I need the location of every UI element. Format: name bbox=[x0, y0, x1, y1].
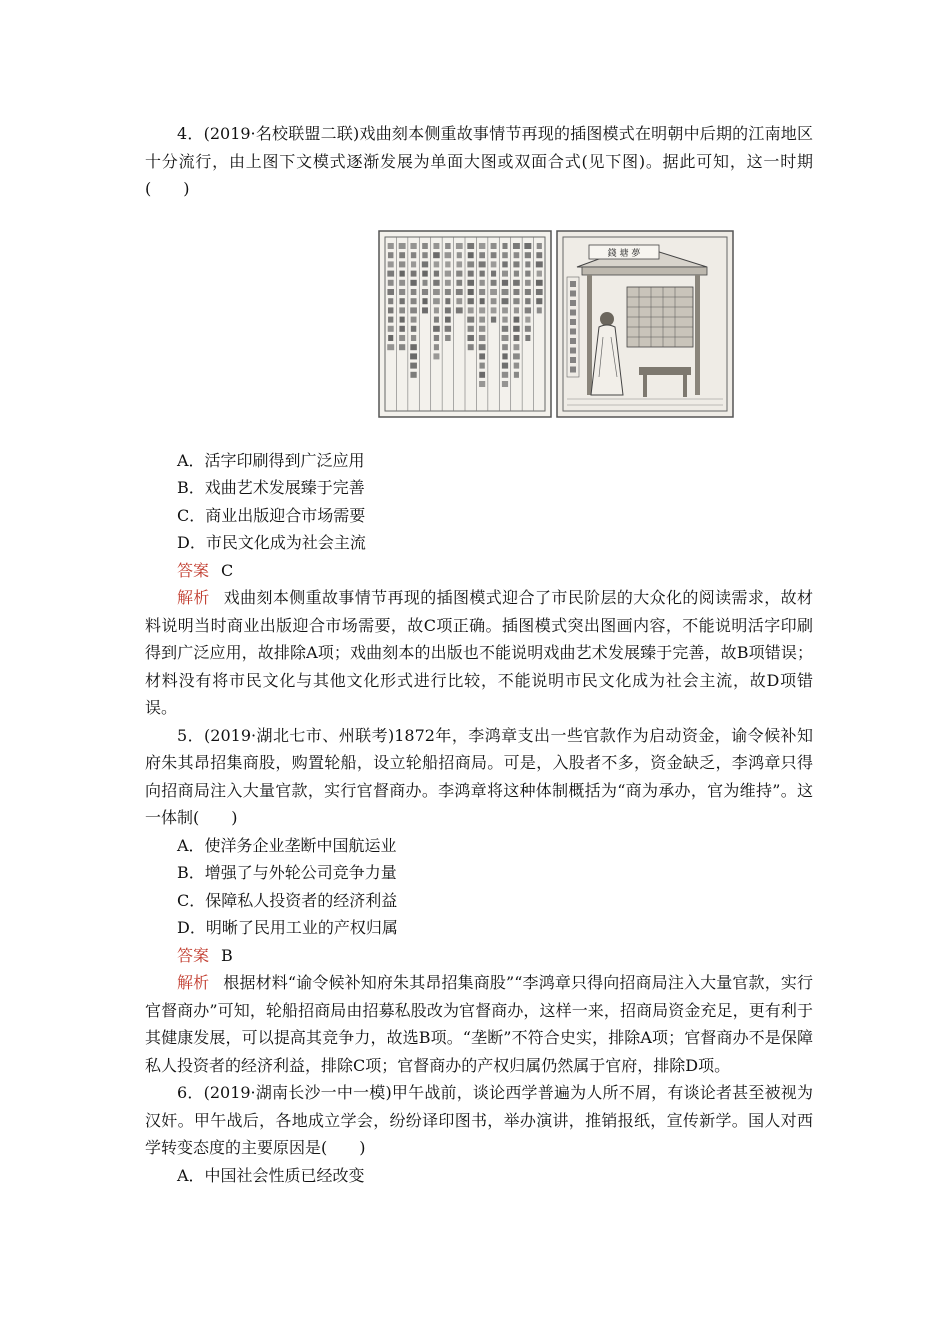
glyph-mark bbox=[479, 270, 484, 276]
glyph-mark bbox=[411, 298, 417, 304]
glyph-mark bbox=[399, 307, 405, 313]
glyph-mark bbox=[445, 289, 451, 295]
glyph-mark bbox=[502, 335, 509, 341]
glyph-mark bbox=[513, 353, 520, 359]
glyph-mark bbox=[422, 289, 428, 295]
glyph-mark bbox=[502, 270, 508, 276]
glyph-mark bbox=[433, 243, 439, 249]
glyph-mark bbox=[525, 279, 531, 285]
glyph-mark bbox=[491, 252, 497, 258]
q6-option-a[interactable]: A．中国社会性质已经改变 bbox=[177, 1165, 365, 1185]
glyph-mark bbox=[399, 261, 405, 267]
glyph-mark bbox=[456, 289, 463, 295]
glyph-mark bbox=[388, 243, 394, 249]
glyph-mark bbox=[388, 279, 394, 285]
glyph-mark bbox=[514, 270, 519, 276]
q4-analysis-text: 戏曲刻本侧重故事情节再现的插图模式迎合了市民阶层的大众化的阅读需求，故材料说明当时商业出版迎合市场需要，故C项正确。插图模式突出图画内容，不能说明活字印刷得到广泛应用，故排除A项；戏曲刻本的出版也不能说明戏曲艺术发展臻于完善，故B项错误；材料没有将市民文化与其他文化形式进行比较，不能说明市民文化成为社会主流，故D项错误。 bbox=[145, 588, 813, 717]
glyph-mark bbox=[514, 307, 519, 313]
document-page bbox=[145, 120, 813, 1189]
q5-stem: 5．(2019·湖北七市、州联考)1872年，李鸿章支出一些官款作为启动资金，谕令候补知府朱其昂招集商股，购置轮船，设立轮船招商局。可是，入股者不多，资金缺乏，李鸿章只得向招商局注入大量官款，实行官督商办。李鸿章将这种体制概括为“商为承办，官为维持”。这一体制( ) bbox=[145, 725, 813, 827]
glyph-mark bbox=[491, 261, 497, 267]
glyph-mark bbox=[513, 298, 519, 304]
glyph-mark bbox=[445, 335, 451, 341]
glyph-mark bbox=[434, 335, 439, 341]
woodblock-illustration bbox=[377, 227, 737, 423]
q4-option-b[interactable]: B．戏曲艺术发展臻于完善 bbox=[177, 478, 365, 497]
glyph-mark bbox=[513, 243, 520, 249]
glyph-mark bbox=[502, 289, 509, 295]
glyph-mark bbox=[456, 261, 462, 267]
glyph-mark bbox=[490, 289, 497, 295]
glyph-mark bbox=[491, 270, 496, 276]
q5-answer-label: 答案 bbox=[177, 945, 210, 965]
glyph-mark bbox=[525, 289, 531, 295]
glyph-mark bbox=[513, 261, 519, 267]
q5-option-c[interactable]: C．保障私人投资者的经济利益 bbox=[177, 890, 398, 910]
glyph-mark bbox=[570, 366, 576, 372]
q4-answer-value: C bbox=[221, 560, 234, 580]
glyph-mark bbox=[433, 252, 440, 258]
glyph-mark bbox=[388, 307, 393, 313]
glyph-mark bbox=[479, 243, 485, 249]
glyph-mark bbox=[570, 328, 576, 334]
glyph-mark bbox=[433, 298, 440, 304]
glyph-mark bbox=[422, 270, 428, 276]
q4-option-c[interactable]: C．商业出版迎合市场需要 bbox=[177, 505, 366, 525]
glyph-mark bbox=[445, 279, 451, 285]
glyph-mark bbox=[388, 298, 393, 304]
glyph-mark bbox=[479, 316, 485, 322]
glyph-mark bbox=[456, 270, 462, 276]
glyph-mark bbox=[399, 252, 405, 258]
glyph-mark bbox=[479, 307, 485, 313]
q4-analysis-label: 解析 bbox=[177, 588, 210, 607]
glyph-mark bbox=[536, 289, 543, 295]
glyph-mark bbox=[445, 261, 450, 267]
glyph-mark bbox=[410, 362, 417, 368]
glyph-mark bbox=[502, 381, 508, 387]
glyph-mark bbox=[525, 252, 531, 258]
glyph-mark bbox=[434, 316, 439, 322]
glyph-mark bbox=[513, 279, 520, 285]
glyph-mark bbox=[502, 243, 507, 249]
glyph-mark bbox=[479, 335, 485, 341]
glyph-mark bbox=[479, 381, 485, 387]
glyph-mark bbox=[502, 353, 507, 359]
glyph-mark bbox=[445, 252, 452, 258]
glyph-mark bbox=[468, 289, 474, 295]
glyph-mark bbox=[399, 270, 404, 276]
glyph-mark bbox=[536, 279, 543, 285]
q5-analysis bbox=[145, 969, 813, 1079]
glyph-mark bbox=[388, 335, 393, 341]
glyph-mark bbox=[387, 270, 394, 276]
glyph-mark bbox=[570, 309, 576, 315]
glyph-mark bbox=[467, 335, 474, 341]
glyph-mark bbox=[570, 347, 576, 353]
glyph-mark bbox=[513, 325, 520, 331]
glyph-mark bbox=[514, 362, 519, 368]
glyph-mark bbox=[399, 243, 406, 249]
q5-analysis-text: 根据材料“谕令候补知府朱其昂招集商股”“李鸿章只得向招商局注入大量官款，实行官督商办”可知，轮船招商局由招募私股改为官督商办，这样一来，招商局资金充足，更有利于其健康发展，可以提高其竞争力，故选B项。“垄断”不符合史实，排除A项；官督商办不是保障私人投资者的经济利益，排除C项；官督商办的产权归属仍然属于官府，排除D项。 bbox=[145, 973, 813, 1075]
glyph-mark bbox=[502, 261, 507, 267]
glyph-mark bbox=[502, 362, 508, 368]
glyph-mark bbox=[434, 344, 439, 350]
glyph-mark bbox=[514, 316, 520, 322]
glyph-mark bbox=[445, 307, 451, 313]
glyph-mark bbox=[433, 279, 439, 285]
glyph-mark bbox=[502, 344, 508, 350]
glyph-mark bbox=[457, 252, 462, 258]
glyph-mark bbox=[445, 270, 451, 276]
glyph-mark bbox=[491, 316, 496, 322]
glyph-mark bbox=[479, 362, 484, 368]
glyph-mark bbox=[513, 335, 519, 341]
glyph-mark bbox=[400, 316, 405, 322]
glyph-mark bbox=[399, 344, 405, 350]
q5-option-d[interactable]: D．明晰了民用工业的产权归属 bbox=[177, 918, 398, 937]
glyph-mark bbox=[445, 298, 450, 304]
glyph-mark bbox=[514, 252, 520, 258]
q5-options bbox=[145, 832, 813, 942]
q5-option-b[interactable]: B．增强了与外轮公司竞争力量 bbox=[177, 863, 397, 882]
woodblock-image bbox=[377, 227, 737, 423]
glyph-mark bbox=[525, 335, 530, 341]
glyph-mark bbox=[422, 307, 428, 313]
glyph-mark bbox=[537, 307, 542, 313]
glyph-mark bbox=[502, 298, 509, 304]
glyph-mark bbox=[525, 298, 530, 304]
glyph-mark bbox=[536, 298, 542, 304]
glyph-mark bbox=[536, 252, 542, 258]
glyph-mark bbox=[570, 338, 576, 344]
q4-answer-label: 答案 bbox=[177, 560, 210, 580]
glyph-mark bbox=[536, 261, 543, 267]
glyph-mark bbox=[399, 325, 404, 331]
glyph-mark bbox=[411, 261, 416, 267]
glyph-mark bbox=[525, 325, 531, 331]
glyph-mark bbox=[502, 371, 508, 377]
glyph-mark bbox=[456, 279, 462, 285]
q5-answer bbox=[177, 942, 813, 970]
glyph-mark bbox=[502, 316, 507, 322]
glyph-mark bbox=[491, 243, 497, 249]
glyph-mark bbox=[445, 316, 451, 322]
glyph-mark bbox=[410, 279, 416, 285]
glyph-mark bbox=[468, 252, 474, 258]
q6-stem: 6．(2019·湖南长沙一中一模)甲午战前，谈论西学普遍为人所不屑，有谈论者甚至被视为汉奸。甲午战后，各地成立学会，纷纷译印图书，举办演讲，推销报纸，宣传新学。国人对西学转变态度的主要原因是( ) bbox=[145, 1083, 813, 1157]
glyph-mark bbox=[468, 325, 474, 331]
q5-analysis-label: 解析 bbox=[177, 973, 210, 992]
glyph-mark bbox=[468, 307, 474, 313]
glyph-mark bbox=[433, 353, 439, 359]
glyph-mark bbox=[399, 335, 405, 341]
glyph-mark bbox=[570, 281, 576, 287]
glyph-mark bbox=[570, 290, 576, 296]
glyph-mark bbox=[570, 319, 576, 325]
glyph-mark bbox=[513, 344, 519, 350]
glyph-mark bbox=[410, 344, 417, 350]
glyph-mark bbox=[422, 298, 427, 304]
glyph-mark bbox=[525, 270, 530, 276]
glyph-mark bbox=[399, 279, 405, 285]
glyph-mark bbox=[537, 270, 542, 276]
glyph-mark bbox=[388, 252, 393, 258]
glyph-mark bbox=[502, 325, 508, 331]
glyph-mark bbox=[513, 289, 519, 295]
glyph-mark bbox=[468, 344, 474, 350]
glyph-mark bbox=[410, 371, 416, 377]
glyph-mark bbox=[491, 279, 497, 285]
glyph-mark bbox=[434, 261, 440, 267]
glyph-mark bbox=[467, 279, 474, 285]
glyph-mark bbox=[422, 279, 427, 285]
glyph-mark bbox=[479, 325, 485, 331]
glyph-mark bbox=[467, 261, 474, 267]
glyph-mark bbox=[434, 307, 439, 313]
glyph-mark bbox=[411, 316, 417, 322]
glyph-mark bbox=[456, 243, 463, 249]
glyph-mark bbox=[434, 270, 439, 276]
glyph-mark bbox=[524, 243, 531, 249]
glyph-mark bbox=[456, 307, 463, 313]
glyph-mark bbox=[502, 307, 508, 313]
glyph-mark bbox=[411, 270, 417, 276]
glyph-mark bbox=[479, 353, 485, 359]
glyph-mark bbox=[479, 279, 484, 285]
q6-options bbox=[145, 1162, 813, 1190]
glyph-mark bbox=[399, 298, 404, 304]
glyph-mark bbox=[479, 261, 486, 267]
glyph-mark bbox=[411, 325, 416, 331]
q4-stem: 4．(2019·名校联盟二联)戏曲刻本侧重故事情节再现的插图模式在明朝中后期的江南地区十分流行，由上图下文模式逐渐发展为单面大图或双面合式(见下图)。据此可知，这一时期( ) bbox=[145, 124, 813, 198]
glyph-mark bbox=[445, 243, 450, 249]
glyph-mark bbox=[502, 252, 508, 258]
q4-options bbox=[145, 447, 813, 557]
glyph-mark bbox=[502, 279, 508, 285]
glyph-mark bbox=[422, 261, 428, 267]
glyph-mark bbox=[411, 335, 416, 341]
glyph-mark bbox=[388, 325, 394, 331]
glyph-mark bbox=[491, 298, 497, 304]
glyph-mark bbox=[468, 270, 474, 276]
glyph-mark bbox=[491, 307, 497, 313]
glyph-mark bbox=[480, 298, 485, 304]
glyph-mark bbox=[422, 252, 427, 258]
glyph-mark bbox=[388, 316, 393, 322]
q4-option-d[interactable]: D．市民文化成为社会主流 bbox=[177, 533, 366, 552]
q4-analysis bbox=[145, 584, 813, 722]
glyph-mark bbox=[479, 371, 485, 377]
glyph-mark bbox=[479, 289, 485, 295]
glyph-mark bbox=[456, 298, 462, 304]
glyph-mark bbox=[433, 325, 440, 331]
glyph-mark bbox=[537, 243, 542, 249]
glyph-mark bbox=[467, 316, 474, 322]
glyph-mark bbox=[525, 261, 530, 267]
glyph-mark bbox=[445, 325, 451, 331]
glyph-mark bbox=[410, 307, 417, 313]
glyph-mark bbox=[525, 307, 531, 313]
glyph-mark bbox=[433, 289, 440, 295]
glyph-mark bbox=[525, 316, 530, 322]
glyph-mark bbox=[422, 243, 428, 249]
glyph-mark bbox=[410, 353, 417, 359]
glyph-mark bbox=[570, 357, 576, 363]
glyph-mark bbox=[387, 289, 394, 295]
glyph-mark bbox=[387, 344, 394, 350]
glyph-mark bbox=[468, 298, 474, 304]
q4-answer bbox=[177, 557, 813, 585]
q4-option-a[interactable]: A．活字印刷得到广泛应用 bbox=[177, 450, 365, 470]
glyph-mark bbox=[570, 300, 576, 306]
q5-answer-value: B bbox=[221, 945, 233, 965]
illustration-title: 錢 塘 夢 bbox=[607, 248, 641, 259]
glyph-mark bbox=[410, 243, 416, 249]
glyph-mark bbox=[388, 261, 394, 267]
glyph-mark bbox=[479, 344, 486, 350]
glyph-mark bbox=[514, 371, 519, 377]
glyph-mark bbox=[411, 289, 417, 295]
glyph-mark bbox=[399, 289, 405, 295]
glyph-mark bbox=[411, 252, 416, 258]
q5-option-a[interactable]: A．使洋务企业垄断中国航运业 bbox=[177, 835, 397, 855]
glyph-mark bbox=[467, 243, 474, 249]
glyph-mark bbox=[479, 252, 485, 258]
